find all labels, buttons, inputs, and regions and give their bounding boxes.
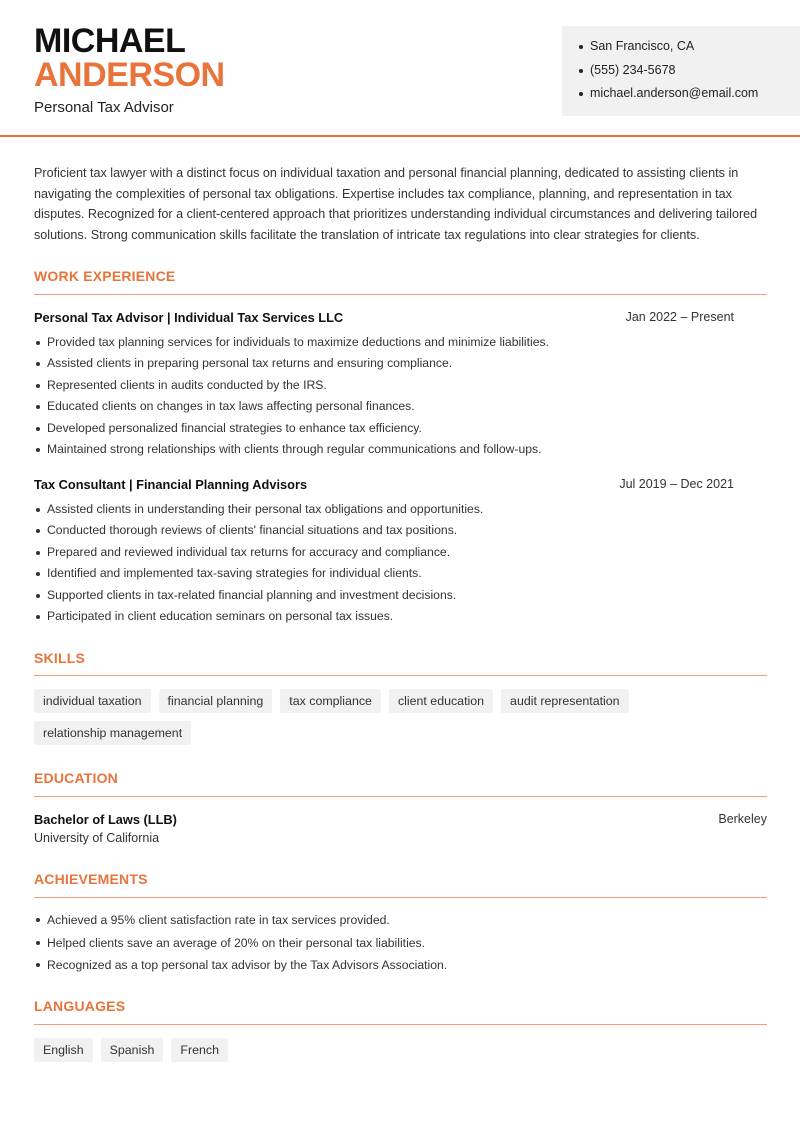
section-divider bbox=[34, 294, 767, 295]
list-item: Developed personalized financial strategies to enhance tax efficiency. bbox=[34, 418, 767, 439]
section-divider bbox=[34, 1024, 767, 1025]
list-item: Maintained strong relationships with clients through regular communications and follow-ups. bbox=[34, 439, 767, 460]
education-degree: Bachelor of Laws (LLB) bbox=[34, 812, 177, 827]
section-title-work: WORK EXPERIENCE bbox=[34, 268, 176, 284]
job-dates: Jul 2019 – Dec 2021 bbox=[619, 477, 734, 491]
list-item: Participated in client education seminars on personal tax issues. bbox=[34, 606, 767, 627]
education-location: Berkeley bbox=[718, 812, 767, 826]
job-bullets-2 bbox=[34, 499, 767, 627]
list-item: Supported clients in tax-related financial planning and investment decisions. bbox=[34, 585, 767, 606]
first-name: MICHAEL bbox=[34, 22, 186, 60]
list-item: Assisted clients in understanding their personal tax obligations and opportunities. bbox=[34, 499, 767, 520]
achievements-list bbox=[34, 909, 767, 977]
job-bullets-1 bbox=[34, 332, 767, 460]
language-tag: French bbox=[171, 1038, 228, 1062]
section-title-languages: LANGUAGES bbox=[34, 998, 126, 1014]
list-item: Represented clients in audits conducted by the IRS. bbox=[34, 375, 767, 396]
contact-phone: (555) 234-5678 bbox=[579, 62, 800, 86]
contact-box bbox=[562, 26, 800, 116]
list-item: Assisted clients in preparing personal tax returns and ensuring compliance. bbox=[34, 353, 767, 374]
list-item: Educated clients on changes in tax laws affecting personal finances. bbox=[34, 396, 767, 417]
list-item: Provided tax planning services for individuals to maximize deductions and minimize liabilities. bbox=[34, 332, 767, 353]
list-item: Conducted thorough reviews of clients' financial situations and tax positions. bbox=[34, 520, 767, 541]
skills-tags bbox=[34, 689, 767, 745]
list-item: Recognized as a top personal tax advisor by the Tax Advisors Association. bbox=[34, 954, 767, 977]
summary-paragraph: Proficient tax lawyer with a distinct focus on individual taxation and personal financial planning, dedicated to assisting clients in navigating the complexities of personal tax obligations. Expertise includes tax compliance, planning, and representation in tax disputes. Recognized for a client-centered approach that prioritizes understanding individual circumstances and delivering tailored solutions. Strong communication skills facilitate the translation of intricate tax regulations into clear strategies for clients. bbox=[34, 166, 758, 242]
job-role-company: Personal Tax Advisor | Individual Tax Services LLC bbox=[34, 310, 344, 325]
skill-tag: financial planning bbox=[159, 689, 273, 713]
resume-header bbox=[0, 0, 800, 137]
job-dates: Jan 2022 – Present bbox=[625, 310, 734, 324]
job-role-company: Tax Consultant | Financial Planning Advisors bbox=[34, 477, 308, 492]
header-divider bbox=[0, 135, 800, 137]
education-school: University of California bbox=[34, 831, 160, 845]
contact-location: San Francisco, CA bbox=[579, 38, 800, 62]
list-item: Achieved a 95% client satisfaction rate in tax services provided. bbox=[34, 909, 767, 932]
skill-tag: individual taxation bbox=[34, 689, 151, 713]
skill-tag: client education bbox=[389, 689, 493, 713]
last-name: ANDERSON bbox=[34, 56, 225, 94]
language-tag: Spanish bbox=[101, 1038, 164, 1062]
section-divider bbox=[34, 675, 767, 676]
skill-tag: audit representation bbox=[501, 689, 629, 713]
section-title-education: EDUCATION bbox=[34, 770, 118, 786]
skill-tag: tax compliance bbox=[280, 689, 381, 713]
section-divider bbox=[34, 796, 767, 797]
skill-tag: relationship management bbox=[34, 721, 191, 745]
section-divider bbox=[34, 897, 767, 898]
section-title-skills: SKILLS bbox=[34, 650, 85, 666]
language-tags bbox=[34, 1038, 767, 1062]
contact-email[interactable]: michael.anderson@email.com bbox=[579, 85, 800, 109]
list-item: Identified and implemented tax-saving strategies for individual clients. bbox=[34, 563, 767, 584]
list-item: Helped clients save an average of 20% on their personal tax liabilities. bbox=[34, 932, 767, 955]
job-title: Personal Tax Advisor bbox=[34, 99, 174, 116]
section-title-achievements: ACHIEVEMENTS bbox=[34, 871, 148, 887]
list-item: Prepared and reviewed individual tax returns for accuracy and compliance. bbox=[34, 542, 767, 563]
job-title-1 bbox=[34, 310, 767, 325]
language-tag: English bbox=[34, 1038, 93, 1062]
job-title-2 bbox=[34, 477, 767, 492]
